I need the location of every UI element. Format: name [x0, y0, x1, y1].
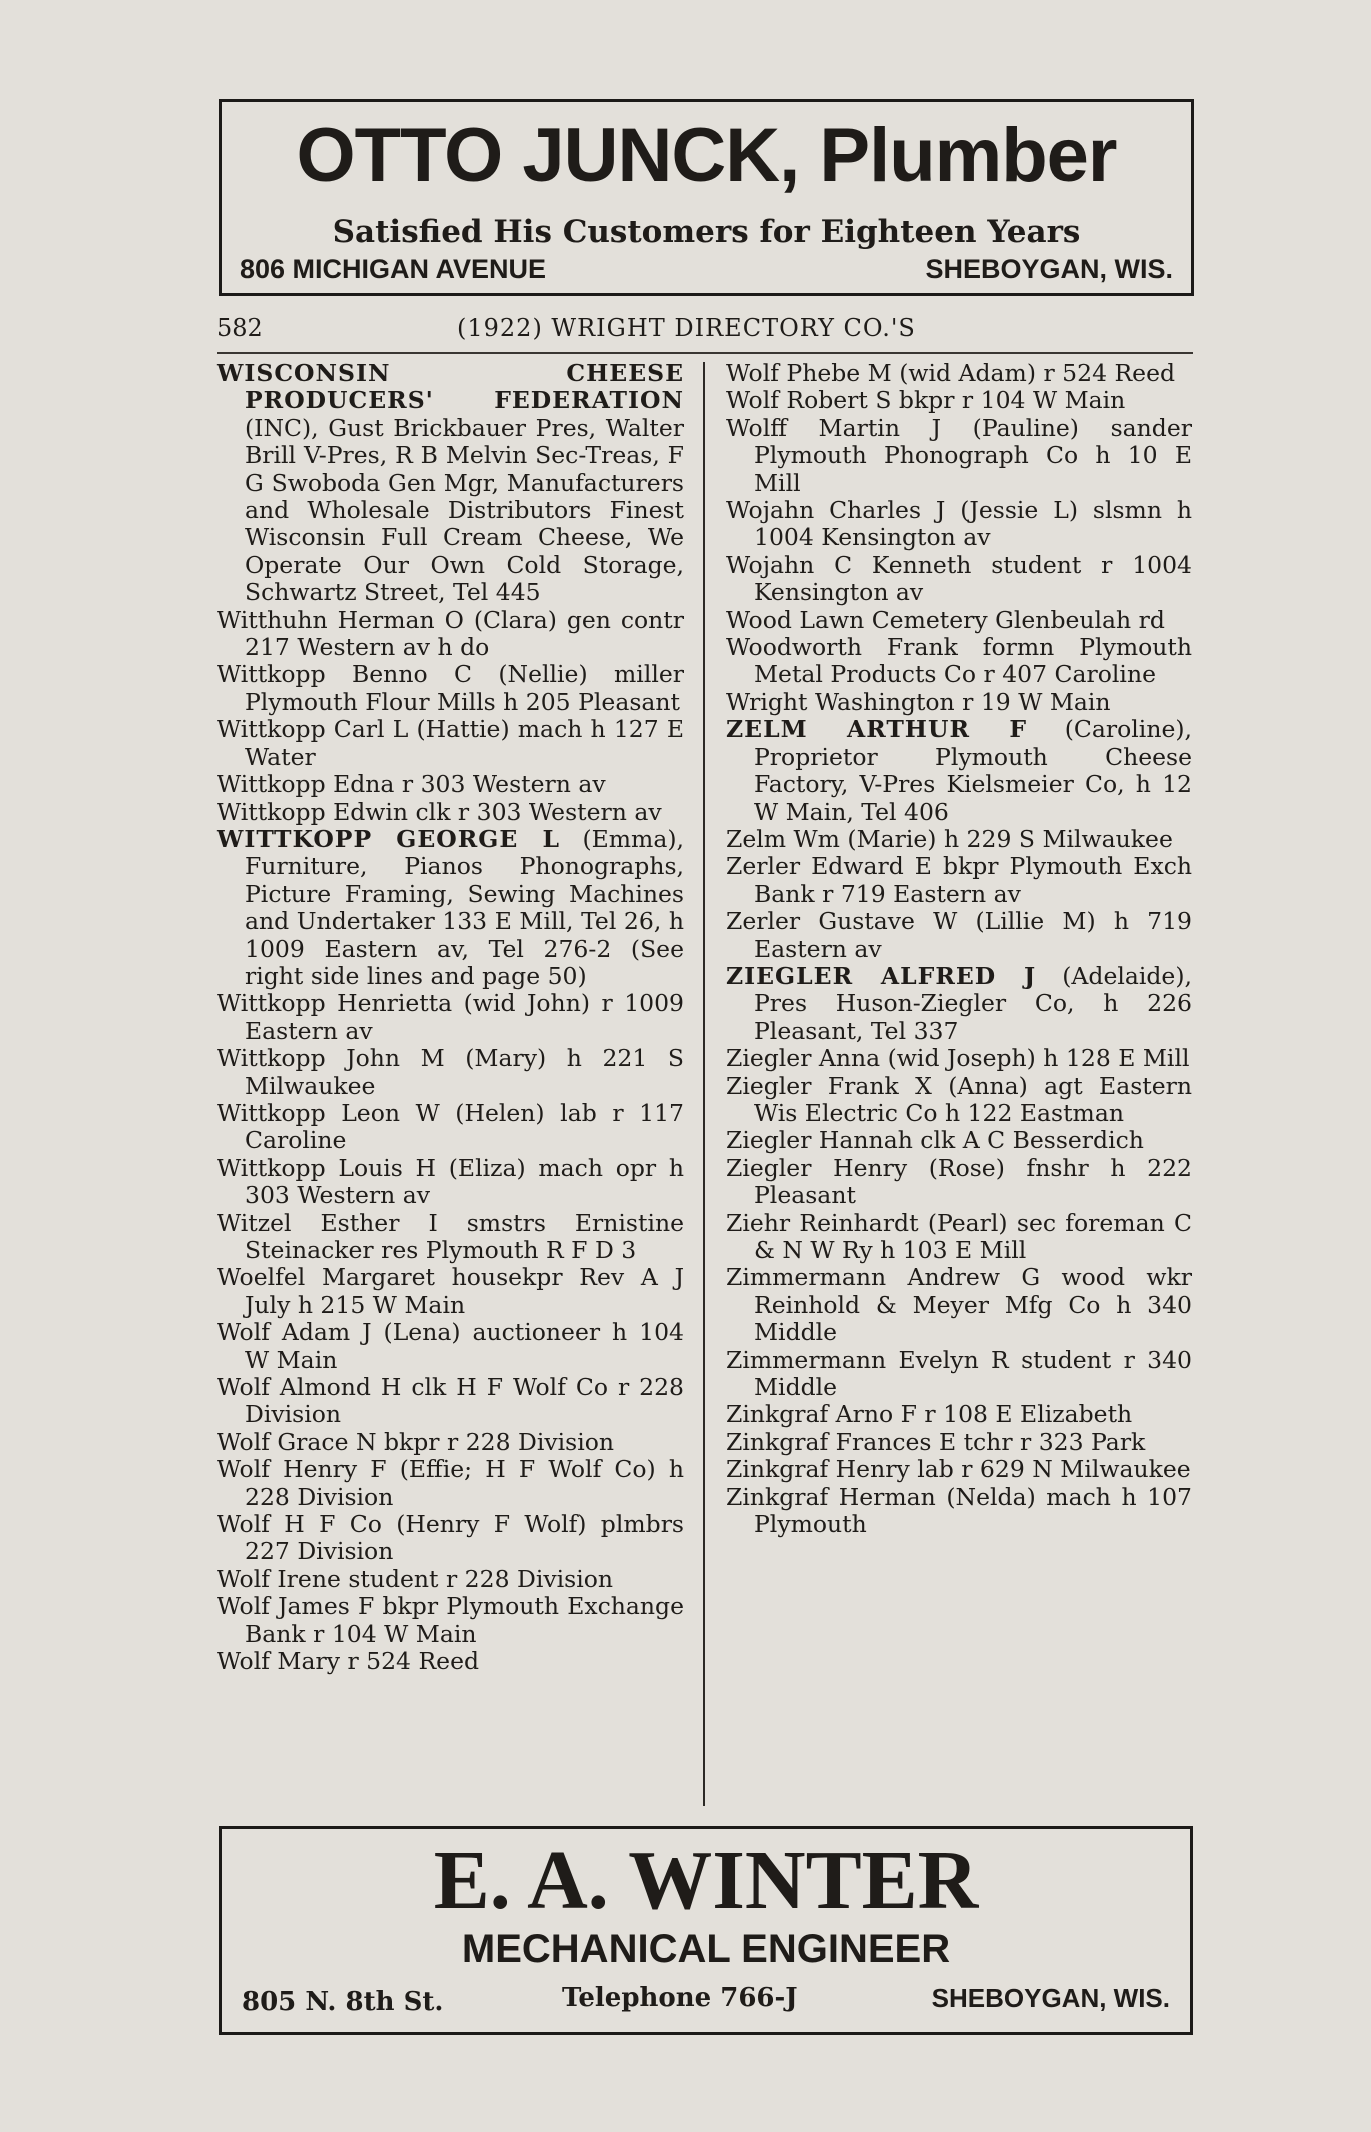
directory-entry: [726, 634, 1192, 689]
entry-text: Ziehr Reinhardt (Pearl) sec foreman C & N W Ry h 103 E Mill: [726, 1208, 1192, 1264]
ad-bottom-subtitle: MECHANICAL ENGINEER: [461, 1927, 951, 1971]
ad-top-address: 806 MICHIGAN AVENUE: [240, 254, 547, 284]
entry-text: Wolf Robert S bkpr r 104 W Main: [726, 386, 1126, 415]
directory-entry: [726, 826, 1192, 853]
advertisement-bottom: [219, 1826, 1193, 2035]
directory-entry: [217, 1319, 684, 1374]
directory-entry: [217, 1429, 684, 1456]
entry-name: WISCONSIN CHEESE PRODUCERS' FEDERATION: [217, 359, 684, 415]
directory-entry: [217, 1210, 684, 1265]
directory-entry: [726, 689, 1192, 716]
entry-text: Woelfel Margaret housekpr Rev A J July h 215 W Main: [217, 1263, 684, 1319]
ad-top-city: SHEBOYGAN, WIS.: [925, 254, 1173, 284]
running-title: (1922) WRIGHT DIRECTORY CO.'S: [457, 314, 916, 342]
directory-entry: [217, 1155, 684, 1210]
directory-entry: [726, 1429, 1192, 1456]
entry-text: Zerler Edward E bkpr Plymouth Exch Bank r 719 Eastern av: [726, 852, 1192, 908]
ad-bottom-telephone: Telephone 766-J: [562, 1983, 798, 2013]
entry-text: Wittkopp Edna r 303 Western av: [217, 770, 606, 799]
directory-entry: [726, 552, 1192, 607]
directory-entry: [217, 360, 684, 607]
directory-entry: [217, 1593, 684, 1648]
entry-text: Wright Washington r 19 W Main: [726, 687, 1111, 716]
entry-text: Zinkgraf Herman (Nelda) mach h 107 Plymouth: [726, 1482, 1192, 1539]
entry-name: WITTKOPP GEORGE L: [217, 824, 560, 853]
entry-text: Wolf Grace N bkpr r 228 Division: [217, 1427, 615, 1456]
left-column: [217, 360, 684, 1676]
entry-text: Wittkopp Leon W (Helen) lab r 117 Caroline: [217, 1098, 684, 1155]
ad-bottom-city: SHEBOYGAN, WIS.: [931, 1983, 1170, 2013]
directory-entry: [726, 360, 1192, 387]
entry-text: Wojahn Charles J (Jessie L) slsmn h 1004 Kensington av: [726, 496, 1192, 552]
directory-entry: [726, 1155, 1192, 1210]
entry-text: Woodworth Frank formn Plymouth Metal Products Co r 407 Caroline: [726, 633, 1192, 689]
directory-entry: [217, 1511, 684, 1566]
entry-text: Wolf Mary r 524 Reed: [217, 1647, 480, 1676]
entry-text: Wolf Almond H clk H F Wolf Co r 228 Division: [217, 1373, 684, 1429]
directory-entry: [726, 963, 1192, 1045]
directory-entry: [726, 1456, 1192, 1483]
entry-text: Wolff Martin J (Pauline) sander Plymouth Phonograph Co h 10 E Mill: [726, 413, 1192, 497]
directory-entry: [726, 607, 1192, 634]
entry-text: Zinkgraf Frances E tchr r 323 Park: [726, 1427, 1146, 1456]
page-number: 582: [217, 314, 263, 342]
entry-text: Zinkgraf Arno F r 108 E Elizabeth: [726, 1400, 1133, 1429]
directory-entry: [217, 1045, 684, 1100]
entry-text: Ziegler Frank X (Anna) agt Eastern Wis Electric Co h 122 Eastman: [726, 1071, 1192, 1127]
entry-text: Wittkopp Edwin clk r 303 Western av: [217, 797, 662, 826]
directory-entry: [726, 497, 1192, 552]
directory-entry: [217, 799, 684, 826]
entry-text: Wittkopp Henrietta (wid John) r 1009 Eastern av: [217, 989, 684, 1045]
entry-text: Wolf H F Co (Henry F Wolf) plmbrs 227 Division: [217, 1510, 684, 1566]
entry-text: (INC), Gust Brickbauer Pres, Walter Brill V-Pres, R B Melvin Sec-Treas, F G Swoboda Gen Mgr, Manufacturers and Wholesale Distributors Finest Wisconsin Full Cream Cheese, We Operate Our Own Cold Storage, Schwartz Street, Tel 445: [245, 413, 684, 607]
entry-text: Wolf Adam J (Lena) auctioneer h 104 W Main: [217, 1318, 684, 1374]
directory-entry: [726, 1210, 1192, 1265]
directory-entry: [217, 826, 684, 990]
directory-entry: [726, 415, 1192, 497]
ad-bottom-address: 805 N. 8th St.: [242, 1987, 444, 2017]
right-column: [726, 360, 1192, 1538]
entry-text: Zinkgraf Henry lab r 629 N Milwaukee: [726, 1455, 1191, 1484]
directory-entry: [217, 1100, 684, 1155]
entry-text: Ziegler Henry (Rose) fnshr h 222 Pleasant: [726, 1153, 1192, 1210]
entry-text: (Caroline), Proprietor Plymouth Cheese Factory, V-Pres Kielsmeier Co, h 12 W Main, Tel 406: [754, 715, 1192, 826]
directory-entry: [217, 990, 684, 1045]
entry-text: Ziegler Anna (wid Joseph) h 128 E Mill: [726, 1044, 1190, 1073]
entry-text: Wolf James F bkpr Plymouth Exchange Bank r 104 W Main: [217, 1592, 684, 1648]
directory-entry: [217, 1648, 684, 1675]
directory-entry: [217, 1374, 684, 1429]
directory-entry: [726, 853, 1192, 908]
entry-text: Witzel Esther I smstrs Ernistine Steinacker res Plymouth R F D 3: [217, 1208, 684, 1264]
entry-text: Witthuhn Herman O (Clara) gen contr 217 Western av h do: [217, 605, 684, 662]
entry-text: Wolf Phebe M (wid Adam) r 524 Reed: [726, 359, 1176, 387]
directory-entry: [726, 716, 1192, 826]
entry-text: Wittkopp Louis H (Eliza) mach opr h 303 Western av: [217, 1153, 684, 1210]
entry-text: Zimmermann Andrew G wood wkr Reinhold & Meyer Mfg Co h 340 Middle: [726, 1263, 1192, 1347]
directory-entry: [217, 716, 684, 771]
entry-text: Zimmermann Evelyn R student r 340 Middle: [726, 1345, 1192, 1402]
ad-top-name: OTTO JUNCK, Plumber: [296, 113, 1117, 198]
ad-top-tagline: Satisfied His Customers for Eighteen Years: [332, 214, 1081, 250]
advertisement-top: [219, 99, 1194, 296]
directory-entry: [217, 1566, 684, 1593]
directory-entry: [217, 771, 684, 798]
entry-text: Wood Lawn Cemetery Glenbeulah rd: [726, 605, 1165, 634]
entry-text: Ziegler Hannah clk A C Besserdich: [726, 1126, 1144, 1155]
directory-entry: [217, 1456, 684, 1511]
entry-text: Zerler Gustave W (Lillie M) h 719 Eastern av: [726, 907, 1192, 963]
entry-name: ZELM ARTHUR F: [726, 715, 1028, 744]
entry-text: Zelm Wm (Marie) h 229 S Milwaukee: [726, 824, 1173, 853]
entry-text: (Emma), Furniture, Pianos Phonographs, Picture Framing, Sewing Machines and Undertaker 133 E Mill, Tel 26, h 1009 Eastern av, Tel 276-2 (See right side lines and page 50): [245, 824, 684, 990]
directory-entry: [217, 661, 684, 716]
entry-text: Wojahn C Kenneth student r 1004 Kensington av: [726, 550, 1192, 607]
entry-text: Wolf Irene student r 228 Division: [217, 1564, 614, 1593]
directory-entry: [217, 1264, 684, 1319]
directory-entry: [726, 387, 1192, 414]
directory-entry: [726, 908, 1192, 963]
directory-entry: [726, 1484, 1192, 1539]
directory-entry: [726, 1127, 1192, 1154]
directory-entry: [726, 1264, 1192, 1346]
entry-text: Wittkopp John M (Mary) h 221 S Milwaukee: [217, 1044, 684, 1100]
entry-text: (Adelaide), Pres Huson-Ziegler Co, h 226 Pleasant, Tel 337: [754, 961, 1192, 1045]
directory-entry: [726, 1347, 1192, 1402]
ad-bottom-name: E. A. WINTER: [433, 1834, 979, 1927]
page-header: [217, 314, 1193, 354]
directory-entry: [217, 607, 684, 662]
entry-text: Wittkopp Benno C (Nellie) miller Plymouth Flour Mills h 205 Pleasant: [217, 660, 684, 716]
directory-entry: [726, 1401, 1192, 1428]
column-divider: [703, 362, 705, 1806]
entry-name: ZIEGLER ALFRED J: [726, 961, 1037, 990]
directory-entry: [726, 1073, 1192, 1128]
entry-text: Wittkopp Carl L (Hattie) mach h 127 E Water: [217, 715, 684, 771]
entry-text: Wolf Henry F (Effie; H F Wolf Co) h 228 Division: [217, 1455, 684, 1511]
directory-entry: [726, 1045, 1192, 1072]
